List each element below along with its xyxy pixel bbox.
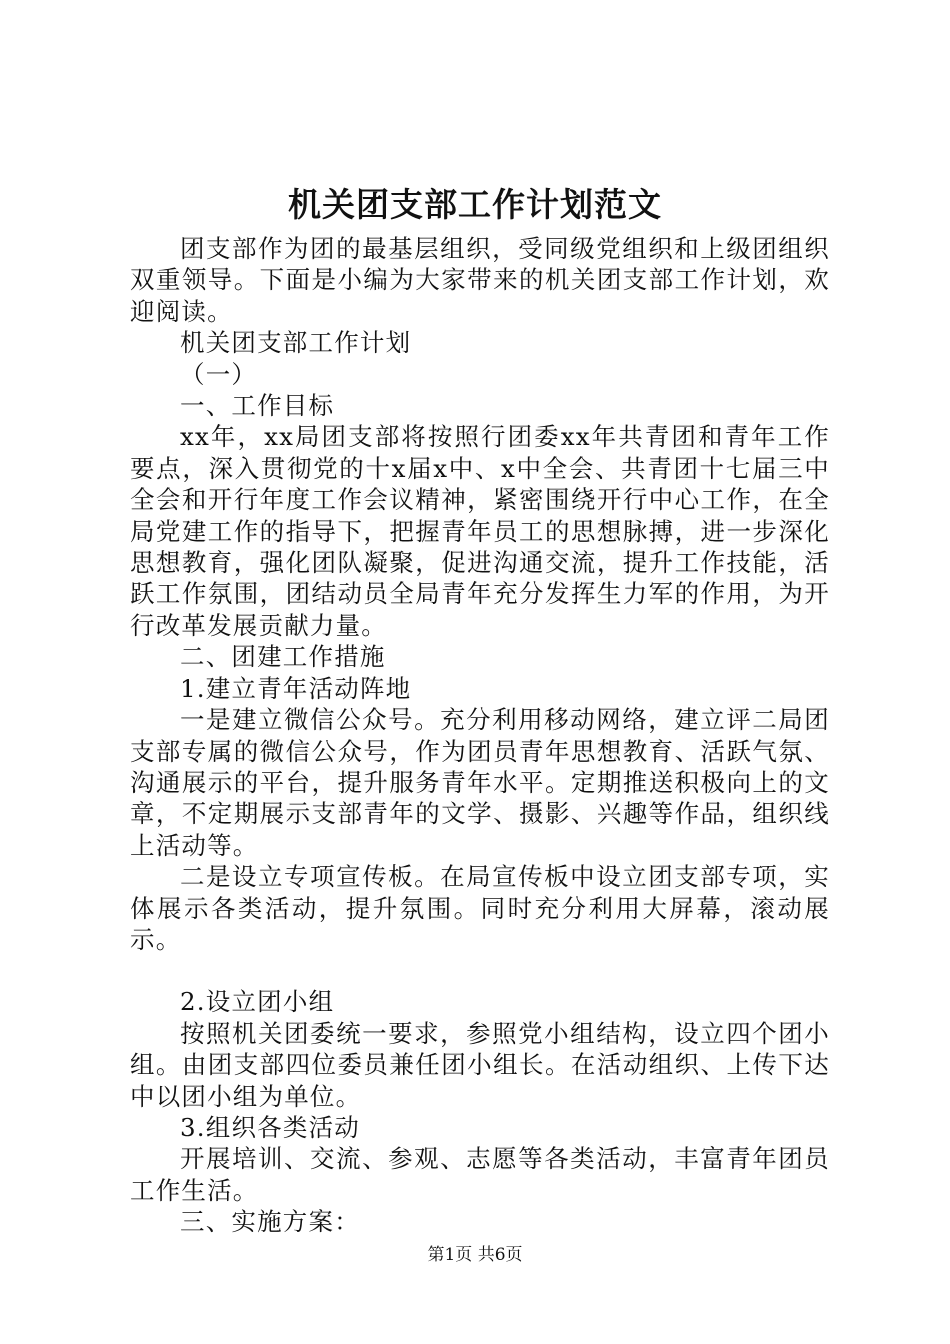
- section-heading-plan: 三、实施方案：: [180, 1207, 360, 1237]
- board-paragraph: 二是设立专项宣传板。在局宣传板中设立团支部专项，实体展示各类活动，提升氛围。同时充分利用大屏幕，滚动展示。: [130, 862, 830, 954]
- section-heading-goals: 一、工作目标: [180, 391, 335, 421]
- activities-paragraph: 开展培训、交流、参观、志愿等各类活动，丰富青年团员工作生活。: [130, 1144, 830, 1205]
- document-body: [130, 233, 830, 1238]
- groups-paragraph: 按照机关团委统一要求，参照党小组结构，设立四个团小组。由团支部四位委员兼任团小组长。在活动组织、上传下达中以团小组为单位。: [130, 1018, 830, 1111]
- subheading-activity-base: 1.建立青年活动阵地: [180, 673, 412, 703]
- part-number: （一）: [180, 359, 258, 389]
- goals-paragraph: xx年，xx局团支部将按照行团委xx年共青团和青年工作要点，深入贯彻党的十x届x中、x中全会、共青团十七届三中全会和开行年度工作会议精神，紧密围绕开行中心工作，在全局党建工作的指导下，把握青年员工的思想脉搏，进一步深化思想教育，强化团队凝聚，促进沟通交流，提升工作技能，活跃工作氛围，团结动员全局青年充分发挥生力军的作用，为开行改革发展贡献力量。: [130, 422, 830, 640]
- subheading-activities: 3.组织各类活动: [180, 1112, 360, 1142]
- subheading-groups: 2.设立团小组: [180, 987, 335, 1017]
- section-heading: 机关团支部工作计划: [180, 328, 412, 358]
- document-title: 机关团支部工作计划范文: [288, 185, 662, 224]
- section-heading-measures: 二、团建工作措施: [180, 642, 386, 672]
- intro-paragraph: 团支部作为团的最基层组织，受同级党组织和上级团组织双重领导。下面是小编为大家带来的机关团支部工作计划，欢迎阅读。: [130, 234, 830, 326]
- wechat-paragraph: 一是建立微信公众号。充分利用移动网络，建立评二局团支部专属的微信公众号，作为团员青年思想教育、活跃气氛、沟通展示的平台，提升服务青年水平。定期推送积极向上的文章，不定期展示支部青年的文学、摄影、兴趣等作品，组织线上活动等。: [130, 705, 830, 860]
- page-footer: 第1页 共6页: [427, 1245, 523, 1265]
